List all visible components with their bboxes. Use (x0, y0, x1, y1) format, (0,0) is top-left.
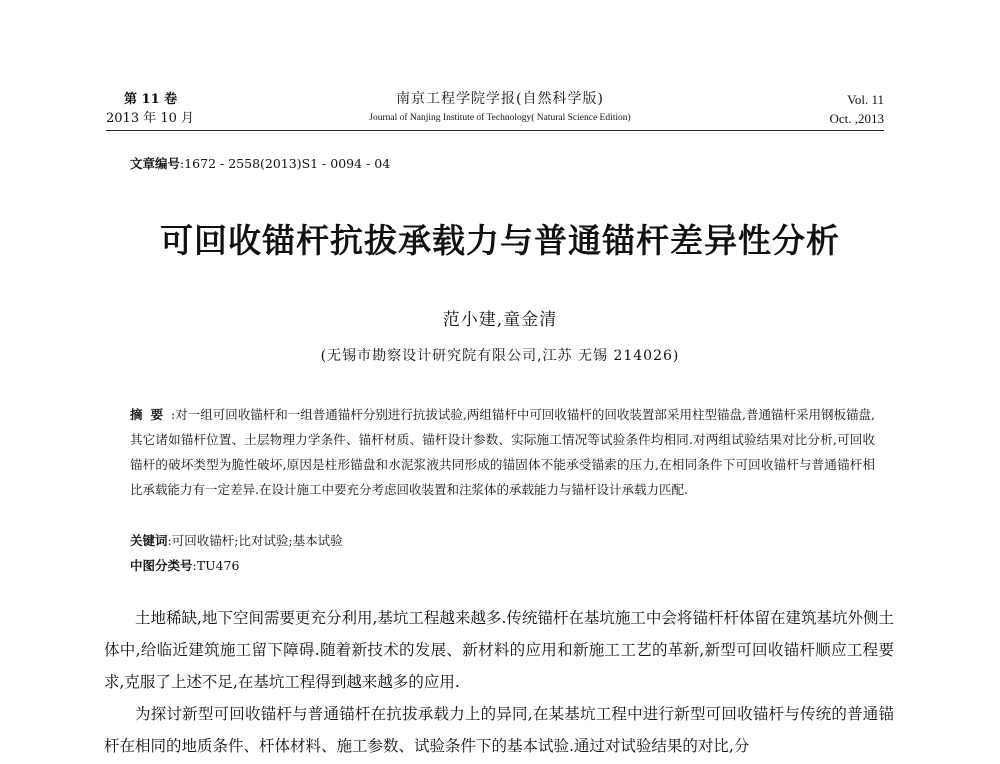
paper-title: 可回收锚杆抗拔承载力与普通锚杆差异性分析 (160, 221, 840, 260)
authors: 范小建,童金清 (442, 310, 558, 330)
keywords-text: :可回收锚杆;比对试验;基本试验 (167, 533, 343, 548)
header-right (829, 90, 884, 128)
journal-title-cn: 南京工程学院学报(自然科学版) (396, 91, 604, 107)
affiliation: (无锡市勘察设计研究院有限公司,江苏 无锡 214026) (320, 348, 680, 364)
body-text (104, 602, 894, 762)
meta-block (130, 528, 343, 578)
abstract-label: 摘要 (130, 407, 172, 422)
abstract (130, 402, 875, 502)
date-cn: 2013 年 10 月 (106, 111, 195, 126)
volume-cn: 第 11 卷 (124, 92, 178, 107)
article-number-label: 文章编号 (130, 156, 181, 171)
body-paragraph-2: 为探讨新型可回收锚杆与普通锚杆在抗拔承载力上的异同,在某基坑工程中进行新型可回收锚杆与传统的普通锚杆在相同的地质条件、杆体材料、施工参数、试验条件下的基本试验.通过对试验结果的对比,分 (104, 705, 894, 755)
article-number (130, 154, 390, 172)
journal-title-en: Journal of Nanjing Institute of Technology( Natural Science Edition) (369, 113, 631, 123)
article-number-value: :1672 - 2558(2013)S1 - 0094 - 04 (180, 156, 391, 171)
body-paragraph-1: 土地稀缺,地下空间需要更充分利用,基坑工程越来越多.传统锚杆在基坑施工中会将锚杆杆体留在建筑基坑外侧土体中,给临近建筑施工留下障碍.随着新技术的发展、新材料的应用和新施工工艺的革新,新型可回收锚杆顺应工程要求,克服了上述不足,在基坑工程得到越来越多的应用. (104, 609, 894, 691)
keywords-label: 关键词 (130, 533, 168, 548)
keywords (130, 528, 343, 553)
classification-text: :TU476 (192, 558, 240, 573)
abstract-text: :对一组可回收锚杆和一组普通锚杆分别进行抗拔试验,两组锚杆中可回收锚杆的回收装置部采用柱型锚盘,普通锚杆采用钢板锚盘,其它诸如锚杆位置、土层物理力学条件、锚杆材质、锚杆设计参数、实际施工情况等试验条件均相同.对两组试验结果对比分析,可回收锚杆的破坏类型为脆性破坏,原因是柱形锚盘和水泥浆液共同形成的锚固体不能承受锚索的压力,在相同条件下可回收锚杆与普通锚杆相比承载能力有一定差异.在设计施工中要充分考虑回收装置和注浆体的承载能力与锚杆设计承载力匹配. (130, 407, 875, 497)
date-en: Oct. ,2013 (829, 111, 884, 126)
header-center (300, 90, 700, 128)
classification-label: 中图分类号 (130, 558, 193, 573)
classification (130, 553, 343, 578)
header-left (106, 90, 194, 128)
header-rule (106, 130, 884, 131)
volume-en: Vol. 11 (847, 92, 884, 107)
